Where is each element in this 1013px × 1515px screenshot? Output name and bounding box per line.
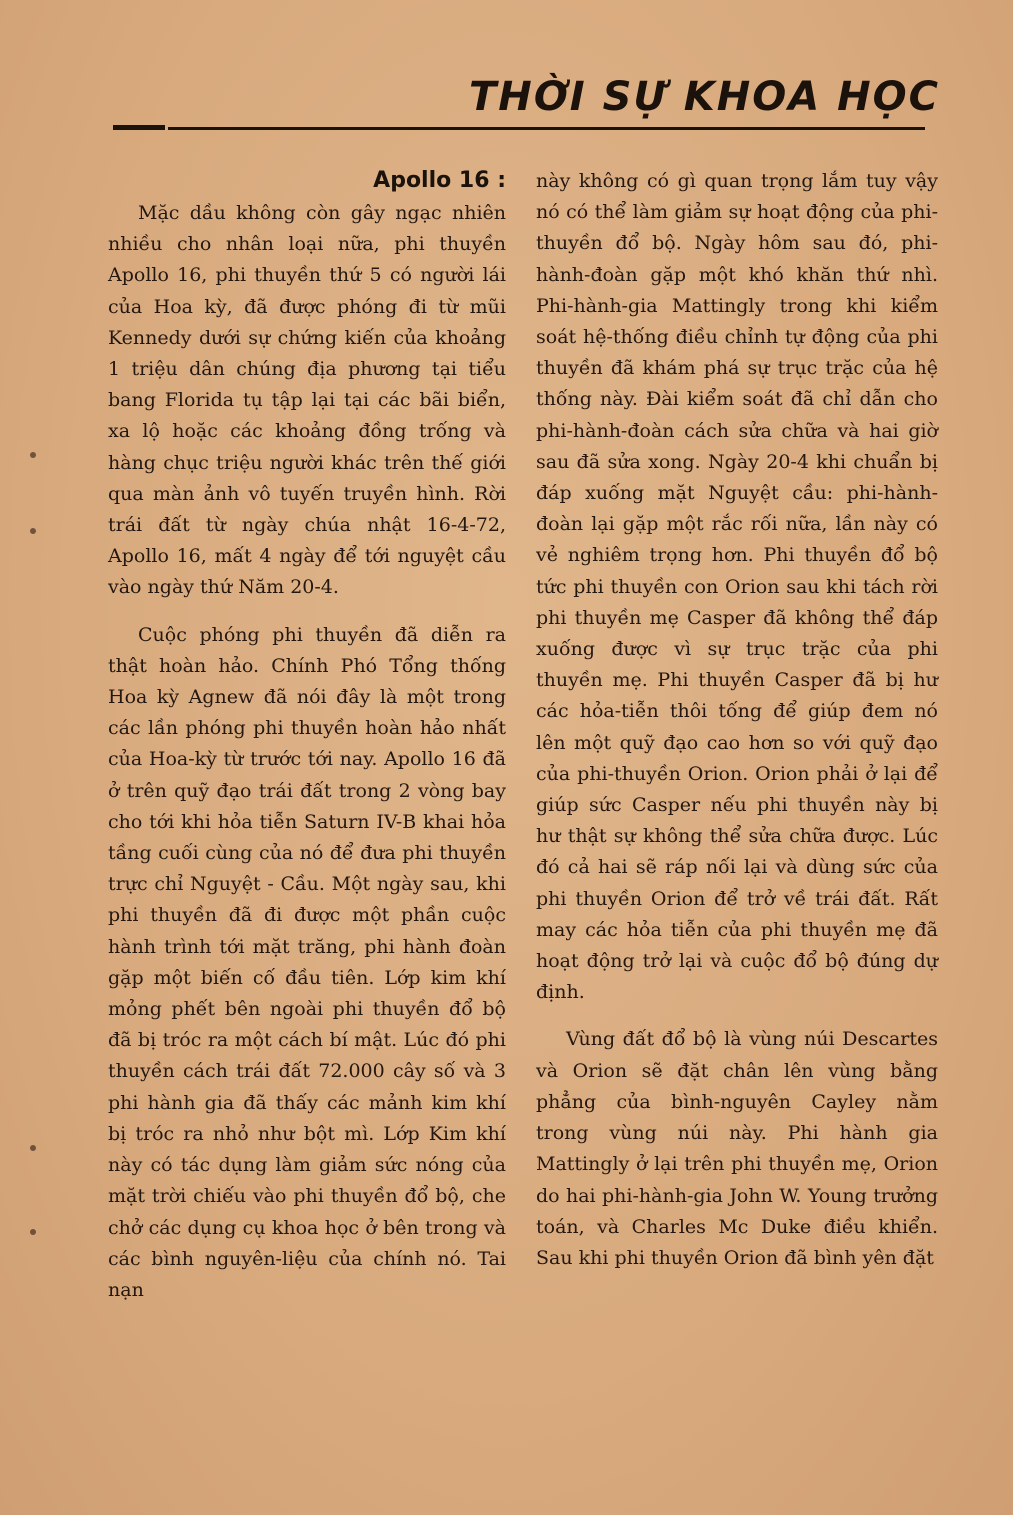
header-rule <box>168 127 925 130</box>
right-column <box>536 166 938 1274</box>
paragraph: Vùng đất đổ bộ là vùng núi Descartes và Orion sẽ đặt chân lên vùng bằng phẳng của bình-nguyên Cayley nằm trong vùng núi này. Phi hành gia Mattingly ở lại trên phi thuyền mẹ, Orion do hai phi-hành-gia John W. Young trưởng toán, và Charles Mc Duke điều khiển. Sau khi phi thuyền Orion đã bình yên đặt <box>536 1028 938 1269</box>
article-heading: Apollo 16 : <box>373 168 506 193</box>
paper-speck <box>30 452 36 458</box>
left-column <box>108 165 506 1306</box>
paragraph: Cuộc phóng phi thuyền đã diễn ra thật hoàn hảo. Chính Phó Tổng thống Hoa kỳ Agnew đã nói đây là một trong các lần phóng phi thuyền hoàn hảo nhất của Hoa-kỳ từ trước tới nay. Apollo 16 đã ở trên quỹ đạo trái đất trong 2 vòng bay cho tới khi hỏa tiễn Saturn IV-B khai hỏa tầng cuối cùng của nó để đưa phi thuyền trực chỉ Nguyệt - Cầu. Một ngày sau, khi phi thuyền đã đi được một phần cuộc hành trình tới mặt trăng, phi hành đoàn gặp một biến cố đầu tiên. Lớp kim khí mỏng phết bên ngoài phi thuyền đổ bộ đã bị tróc ra một cách bí mật. Lúc đó phi thuyền cách trái đất 72.000 cây số và 3 phi hành gia đã thấy các mảnh kim khí bị tróc ra nhỏ như bột mì. Lớp Kim khí này có tác dụng làm giảm sức nóng của mặt trời chiếu vào phi thuyền đổ bộ, che chở các dụng cụ khoa học ở bên trong và các bình nguyên-liệu của chính nó. Tai nạn <box>108 623 506 1301</box>
header-rule-short <box>113 125 165 130</box>
paper-speck <box>30 528 36 534</box>
paper-speck <box>30 1145 36 1151</box>
paragraph: Mặc dầu không còn gây ngạc nhiên nhiều cho nhân loại nữa, phi thuyền Apollo 16, phi thuyền thứ 5 có người lái của Hoa kỳ, đã được phóng đi từ mũi Kennedy dưới sự chứng kiến của khoảng 1 triệu dân chúng địa phương tại tiểu bang Florida tụ tập lại tại các bãi biển, xa lộ hoặc các khoảng đồng trống và hàng chục triệu người khác trên thế giới qua màn ảnh vô tuyến truyền hình. Rời trái đất từ ngày chúa nhật 16-4-72, Apollo 16, mất 4 ngày để tới nguyệt cầu vào ngày thứ Năm 20-4. <box>108 202 506 599</box>
paragraph: này không có gì quan trọng lắm tuy vậy nó có thể làm giảm sự hoạt động của phi-thuyền đổ bộ. Ngày hôm sau đó, phi-hành-đoàn gặp một khó khăn thứ nhì. Phi-hành-gia Mattingly trong khi kiểm soát hệ-thống điều chỉnh tự động của phi thuyền đã khám phá sự trục trặc của hệ thống này. Đài kiểm soát đã chỉ dẫn cho phi-hành-đoàn cách sửa chữa và hai giờ sau đã sửa xong. Ngày 20-4 khi chuẩn bị đáp xuống mặt Nguyệt cầu: phi-hành-đoàn lại gặp một rắc rối nữa, lần này có vẻ nghiêm trọng hơn. Phi thuyền đổ bộ tức phi thuyền con Orion sau khi tách rời phi thuyền mẹ Casper đã không thể đáp xuống được vì sự trục trặc của phi thuyền mẹ. Phi thuyền Casper đã bị hư các hỏa-tiễn thôi tống để giúp đem nó lên một quỹ đạo cao hơn so với quỹ đạo của phi-thuyền Orion. Orion phải ở lại để giúp sức Casper nếu phi thuyền này bị hư thật sự không thể sửa chữa được. Lúc đó cả hai sẽ ráp nối lại và dùng sức của phi thuyền Orion để trở về trái đất. Rất may các hỏa tiễn của phi thuyền mẹ đã hoạt động trở lại và cuộc đổ bộ đúng dự định. <box>536 170 938 1004</box>
paper-speck <box>30 1229 36 1235</box>
section-title: THỜI SỰ KHOA HỌC <box>469 74 940 120</box>
